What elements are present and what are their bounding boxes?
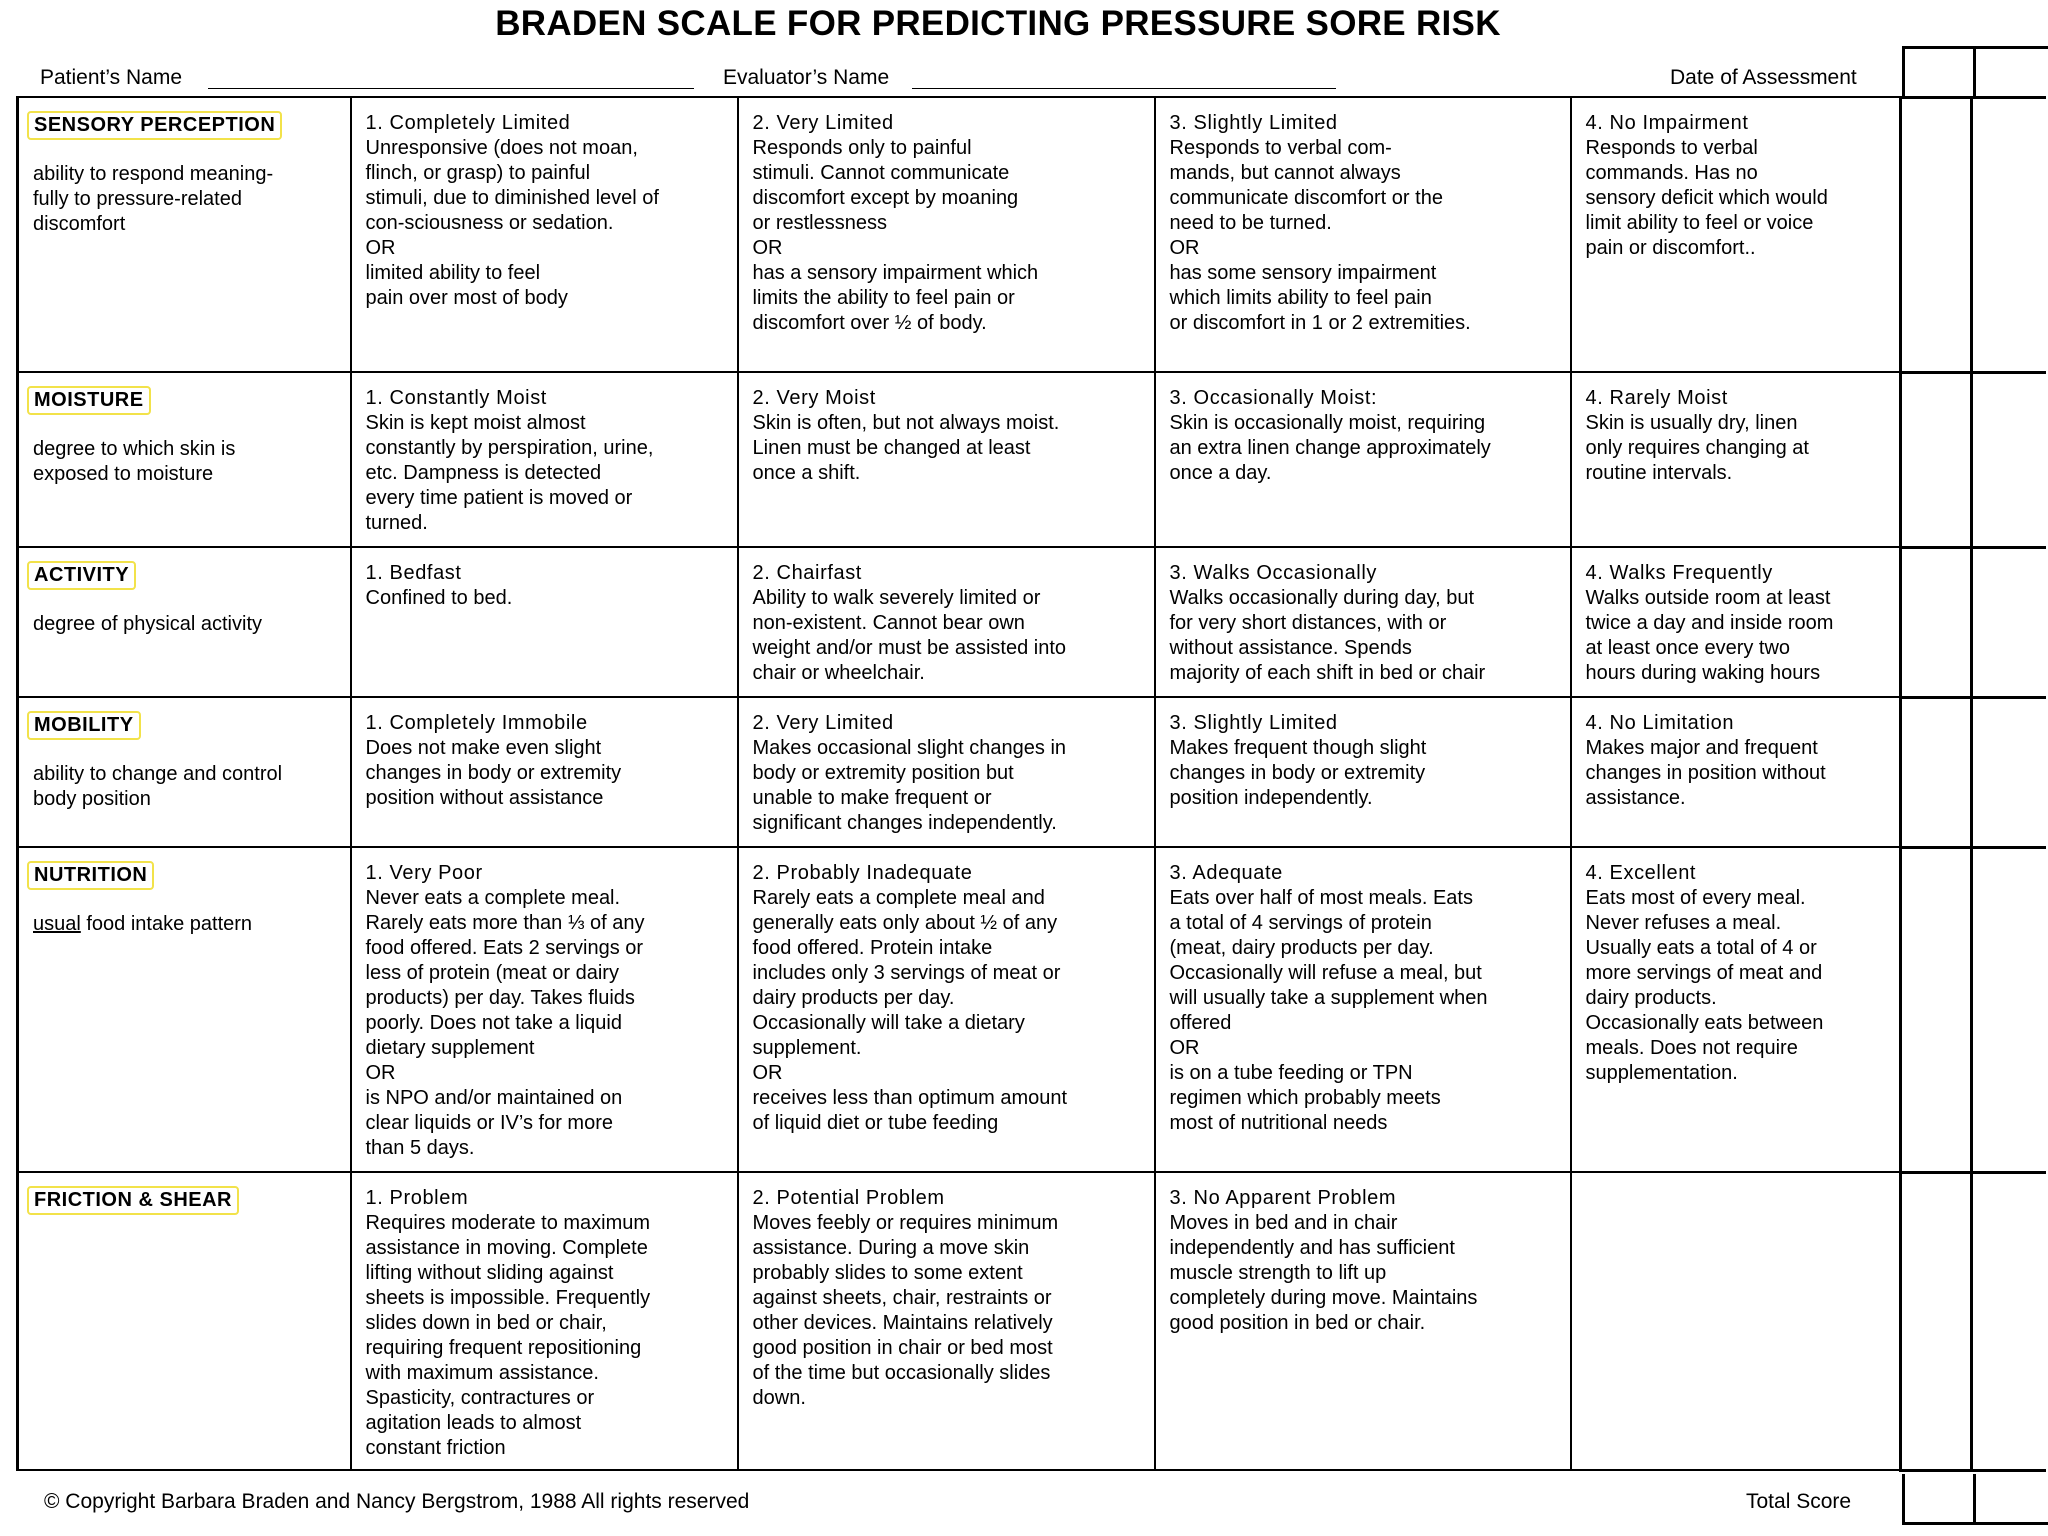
category-cell [18, 97, 351, 372]
score-level-title: 4. No Limitation [1585, 712, 1735, 734]
score-entry-box[interactable] [1972, 1172, 2046, 1470]
score-level-title: 3. Walks Occasionally [1169, 562, 1377, 584]
score-entry-box[interactable] [1901, 372, 1972, 547]
score-level-cell [351, 1172, 738, 1470]
score-level-criteria: Rarely eats a complete meal and generally eats only about ½ of any food offered. Protein intake includes only 3 servings of meat or dairy products per day. Occasionally will take a dietary supplement. OR receives less than optimum amount of liquid diet or tube feeding [752, 887, 1068, 1134]
category-label: MOBILITY [27, 711, 141, 740]
score-level-cell [738, 547, 1155, 697]
score-level-criteria: Moves in bed and in chair independently and has sufficient muscle strength to lift up completely during move. Maintains good position in bed or chair. [1169, 1212, 1478, 1334]
score-level-title: 1. Completely Limited [365, 112, 571, 134]
score-level-cell [351, 847, 738, 1172]
score-level-cell [1571, 1172, 1901, 1470]
row-mobility [18, 697, 2046, 847]
score-level-cell [738, 697, 1155, 847]
copyright-notice: © Copyright Barbara Braden and Nancy Bergstrom, 1988 All rights reserved [44, 1490, 750, 1513]
score-level-title: 2. Potential Problem [752, 1187, 945, 1209]
score-level-title: 2. Very Limited [752, 712, 894, 734]
row-sensory-perception [18, 97, 2046, 372]
score-level-criteria: Responds to verbal com- mands, but cannot always communicate discomfort or the need to be turned. OR has some sensory impairment which limits ability to feel pain or discomfort in 1 or 2 extremities. [1169, 137, 1471, 334]
score-entry-box[interactable] [1901, 97, 1972, 372]
score-level-cell [351, 697, 738, 847]
score-level-title: 4. Excellent [1585, 862, 1697, 884]
score-level-cell [1155, 697, 1571, 847]
category-description: degree to which skin is exposed to moisture [33, 438, 236, 485]
score-level-title: 3. Slightly Limited [1169, 112, 1338, 134]
total-score-label: Total Score [1746, 1490, 1852, 1513]
score-level-criteria: Skin is often, but not always moist. Linen must be changed at least once a shift. [752, 412, 1060, 484]
category-description-emphasis: usual [33, 913, 81, 935]
patient-name-line[interactable] [208, 88, 694, 89]
score-level-criteria: Makes occasional slight changes in body or extremity position but unable to make frequent or significant changes independently. [752, 737, 1067, 834]
category-description: ability to change and control body position [33, 763, 283, 810]
score-level-cell [1155, 97, 1571, 372]
score-level-cell [1155, 847, 1571, 1172]
score-level-cell [738, 97, 1155, 372]
date-of-assessment-label: Date of Assessment [1670, 66, 1857, 89]
score-entry-box[interactable] [1972, 97, 2046, 372]
score-level-cell [738, 372, 1155, 547]
score-level-criteria: Skin is usually dry, linen only requires changing at routine intervals. [1585, 412, 1809, 484]
category-label: MOISTURE [27, 386, 151, 415]
score-entry-box[interactable] [1901, 697, 1972, 847]
score-level-criteria: Confined to bed. [365, 587, 513, 609]
evaluator-name-label: Evaluator’s Name [723, 66, 890, 89]
score-level-cell [1571, 847, 1901, 1172]
score-level-cell [1155, 372, 1571, 547]
score-level-title: 1. Bedfast [365, 562, 462, 584]
patient-name-label: Patient’s Name [40, 66, 183, 89]
score-level-cell [1571, 547, 1901, 697]
row-moisture [18, 372, 2046, 547]
score-level-title: 4. No Impairment [1585, 112, 1749, 134]
score-level-criteria: Requires moderate to maximum assistance in moving. Complete lifting without sliding against sheets is impossible. Frequently slides down in bed or chair, requiring frequent repositioning with maximum assistance. Spasticity, contractures or agitation leads to almost constant friction [365, 1212, 651, 1459]
score-level-cell [738, 1172, 1155, 1470]
category-label: NUTRITION [27, 861, 154, 890]
date-box-1[interactable] [1902, 46, 1976, 97]
score-level-title: 4. Rarely Moist [1585, 387, 1728, 409]
row-activity [18, 547, 2046, 697]
category-cell [18, 1172, 351, 1470]
score-level-criteria: Walks occasionally during day, but for very short distances, with or without assistance. Spends majority of each shift in bed or chair [1169, 587, 1486, 684]
score-level-title: 3. No Apparent Problem [1169, 1187, 1397, 1209]
row-friction-and-shear [18, 1172, 2046, 1470]
score-level-title: 2. Very Moist [752, 387, 876, 409]
category-cell [18, 697, 351, 847]
score-entry-box[interactable] [1972, 547, 2046, 697]
score-entry-box[interactable] [1901, 547, 1972, 697]
score-level-criteria: Responds only to painful stimuli. Cannot communicate discomfort except by moaning or restlessness OR has a sensory impairment which limits the ability to feel pain or discomfort over ½ of body. [752, 137, 1039, 334]
category-description [33, 912, 340, 937]
category-cell [18, 547, 351, 697]
total-score-box-1[interactable] [1902, 1474, 1976, 1525]
score-level-criteria: Ability to walk severely limited or non-existent. Cannot bear own weight and/or must be assisted into chair or wheelchair. [752, 587, 1067, 684]
score-level-cell [351, 547, 738, 697]
score-level-title: 3. Slightly Limited [1169, 712, 1338, 734]
category-label: FRICTION & SHEAR [27, 1186, 239, 1215]
row-nutrition [18, 847, 2046, 1172]
score-level-criteria: Never eats a complete meal. Rarely eats more than ⅓ of any food offered. Eats 2 servings or less of protein (meat or dairy products) per day. Takes fluids poorly. Does not take a liquid dietary supplement OR is NPO and/or maintained on clear liquids or IV’s for more than 5 days. [365, 887, 645, 1159]
category-label: SENSORY PERCEPTION [27, 111, 282, 140]
page-title: BRADEN SCALE FOR PREDICTING PRESSURE SORE RISK [495, 4, 1501, 43]
score-entry-box[interactable] [1972, 372, 2046, 547]
score-level-title: 3. Adequate [1169, 862, 1283, 884]
category-description-rest: food intake pattern [80, 913, 253, 935]
score-level-cell [1571, 97, 1901, 372]
score-level-title: 2. Probably Inadequate [752, 862, 973, 884]
score-level-cell [738, 847, 1155, 1172]
score-level-criteria: Does not make even slight changes in body or extremity position without assistance [365, 737, 622, 809]
score-level-title: 3. Occasionally Moist: [1169, 387, 1378, 409]
score-level-criteria: Unresponsive (does not moan, flinch, or grasp) to painful stimuli, due to diminished level of con-sciousness or sedation. OR limited ability to feel pain over most of body [365, 137, 659, 309]
score-level-title: 2. Chairfast [752, 562, 862, 584]
score-level-title: 1. Completely Immobile [365, 712, 588, 734]
score-level-title: 1. Constantly Moist [365, 387, 547, 409]
category-description: degree of physical activity [33, 613, 263, 635]
score-level-criteria: Eats over half of most meals. Eats a total of 4 servings of protein (meat, dairy products per day. Occasionally will refuse a meal, but will usually take a supplement when offered OR is on a tube feeding or TPN regimen which probably meets most of nutritional needs [1169, 887, 1488, 1134]
total-score-box-2[interactable] [1973, 1474, 2048, 1525]
score-level-criteria: Makes frequent though slight changes in body or extremity position independently. [1169, 737, 1427, 809]
evaluator-name-line[interactable] [912, 88, 1336, 89]
score-level-cell [351, 372, 738, 547]
score-entry-box[interactable] [1972, 697, 2046, 847]
category-description: ability to respond meaning- fully to pressure-related discomfort [33, 163, 274, 235]
score-level-criteria: Responds to verbal commands. Has no sensory deficit which would limit ability to feel or voice pain or discomfort.. [1585, 137, 1828, 259]
score-level-criteria: Skin is kept moist almost constantly by perspiration, urine, etc. Dampness is detected every time patient is moved or turned. [365, 412, 654, 534]
category-label: ACTIVITY [27, 561, 136, 590]
score-level-cell [1571, 697, 1901, 847]
score-level-title: 4. Walks Frequently [1585, 562, 1773, 584]
score-level-title: 2. Very Limited [752, 112, 894, 134]
score-level-title: 1. Very Poor [365, 862, 483, 884]
score-level-criteria: Eats most of every meal. Never refuses a meal. Usually eats a total of 4 or more servings of meat and dairy products. Occasionally eats between meals. Does not require supplementation. [1585, 887, 1824, 1084]
category-cell [18, 372, 351, 547]
score-entry-box[interactable] [1901, 1172, 1972, 1470]
score-level-criteria: Moves feebly or requires minimum assistance. During a move skin probably slides to some extent against sheets, chair, restraints or other devices. Maintains relatively good position in chair or bed most of the time but occasionally slides down. [752, 1212, 1059, 1409]
category-cell [18, 847, 351, 1172]
date-box-2[interactable] [1973, 46, 2048, 97]
score-level-cell [1155, 547, 1571, 697]
score-level-criteria: Makes major and frequent changes in position without assistance. [1585, 737, 1826, 809]
score-level-title: 1. Problem [365, 1187, 469, 1209]
score-level-cell [1155, 1172, 1571, 1470]
score-level-criteria: Skin is occasionally moist, requiring an extra linen change approximately once a day. [1169, 412, 1491, 484]
score-level-cell [1571, 372, 1901, 547]
score-entry-box[interactable] [1901, 847, 1972, 1172]
braden-scale-table [16, 97, 2046, 1472]
score-level-criteria: Walks outside room at least twice a day and inside room at least once every two hours during waking hours [1585, 587, 1834, 684]
score-level-cell [351, 97, 738, 372]
score-entry-box[interactable] [1972, 847, 2046, 1172]
